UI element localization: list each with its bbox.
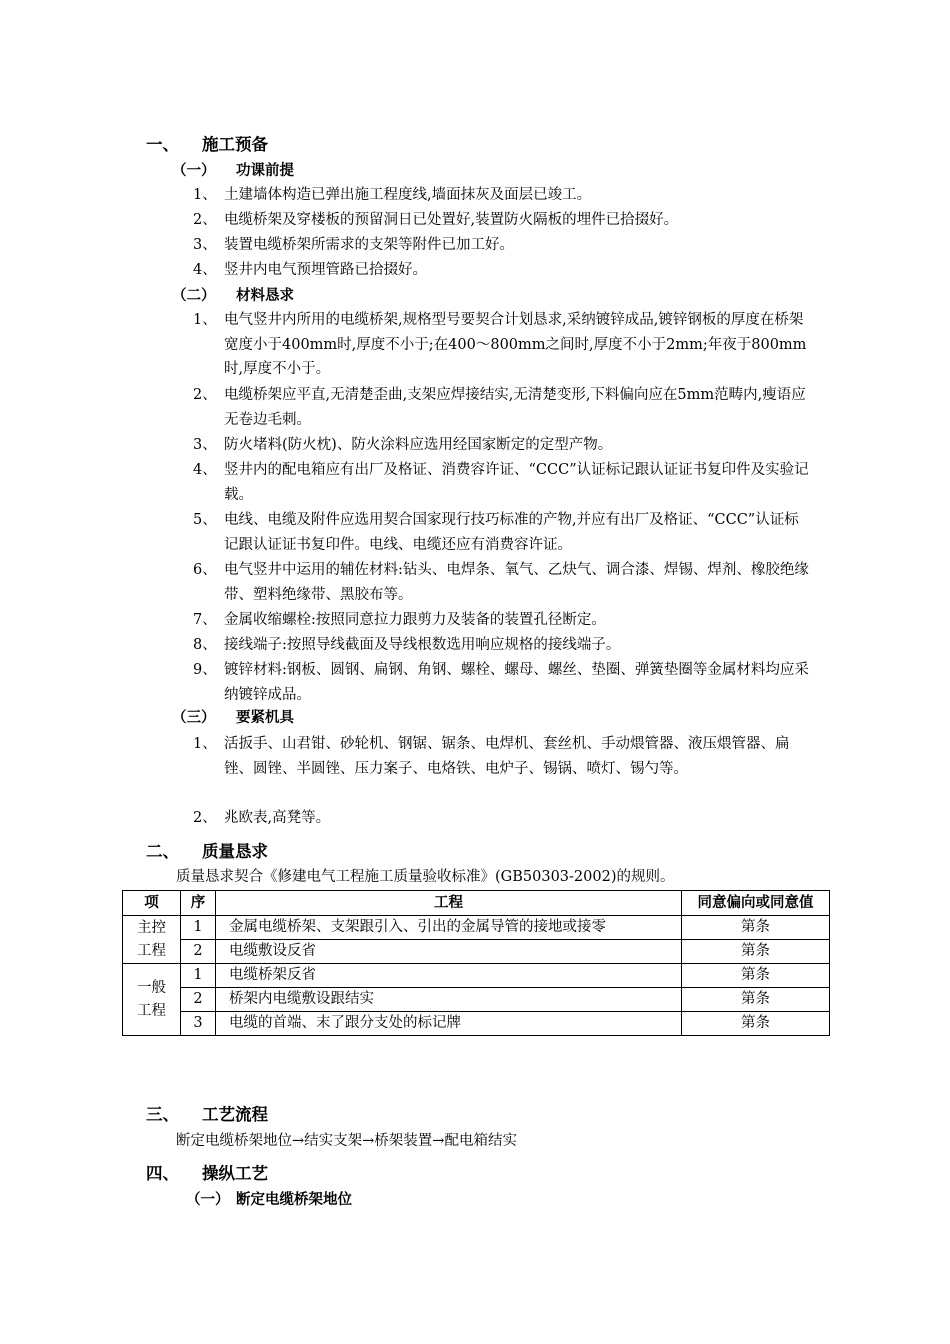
table-row [123, 1012, 830, 1036]
table-row [123, 916, 830, 940]
item-cell: 电缆桥架反省 [216, 964, 682, 988]
subsection-number: （三） [172, 710, 216, 726]
item-number: 1、 [193, 312, 217, 328]
table-row [123, 964, 830, 988]
item-text: 电缆桥架及穿楼板的预留洞日已处置好,装置防火隔板的埋件已拾掇好。 [224, 212, 679, 228]
item-text: 活扳手、山君钳、砂轮机、钢锯、锯条、电焊机、套丝机、手动煨管器、液压煨管器、扁锉、圆锉、半圆锉、压力案子、电烙铁、电炉子、锡锅、喷灯、锡勺等。 [224, 736, 790, 777]
process-flow: 断定电缆桥架地位→结实支架→桥架装置→配电箱结实 [176, 1133, 517, 1149]
list-item [193, 433, 813, 458]
item-text: 接线端子:按照导线截面及导线根数选用响应规格的接线端子。 [224, 637, 621, 653]
item-text: 金属收缩螺栓:按照同意拉力跟剪力及装备的装置孔径断定。 [224, 612, 606, 628]
list-item [193, 183, 813, 208]
table-row [123, 940, 830, 964]
list-item [193, 508, 813, 557]
quality-table [122, 890, 830, 1036]
value-cell: 第条 [682, 988, 830, 1012]
group-label: 一般工程 [123, 964, 181, 1036]
section-number: 一、 [146, 135, 179, 154]
section-number: 二、 [146, 842, 179, 861]
seq-cell: 2 [181, 988, 216, 1012]
subsection-title: 材料恳求 [236, 288, 294, 304]
subsection-title: 断定电缆桥架地位 [236, 1192, 352, 1208]
seq-cell: 1 [181, 964, 216, 988]
group-label: 主控工程 [123, 916, 181, 964]
section-title: 工艺流程 [202, 1105, 268, 1124]
subsection-heading [172, 161, 294, 181]
item-cell: 电缆的首端、末了跟分支处的标记牌 [216, 1012, 682, 1036]
item-text: 竖井内的配电箱应有出厂及格证、消费容许证、“CCC”认证标记跟认证证书复印件及实验记载。 [224, 462, 809, 503]
item-text: 土建墙体构造已弹出施工程度线,墙面抹灰及面层已竣工。 [224, 187, 592, 203]
list-item [193, 806, 813, 831]
subsection-title: 功课前提 [236, 163, 294, 179]
list-item [193, 308, 813, 382]
item-text: 电缆桥架应平直,无清楚歪曲,支架应焊接结实,无清楚变形,下料偏向应在5mm范畴内,瘦语应无卷边毛刺。 [224, 387, 806, 428]
section-number: 三、 [146, 1105, 179, 1124]
list-item [193, 258, 813, 283]
list-item [193, 233, 813, 258]
item-number: 8、 [193, 637, 217, 653]
quality-intro: 质量恳求契合《修建电气工程施工质量验收标准》(GB50303-2002)的规则。 [176, 869, 675, 885]
table-header-row [123, 891, 830, 916]
section-number: 四、 [146, 1164, 179, 1183]
item-number: 3、 [193, 237, 217, 253]
section-heading [146, 1104, 268, 1126]
col-header: 项 [123, 891, 181, 916]
item-number: 1、 [193, 736, 217, 752]
section-heading [146, 841, 268, 863]
section-heading [146, 1163, 268, 1185]
section-title: 质量恳求 [202, 842, 268, 861]
item-number: 3、 [193, 437, 217, 453]
col-header: 序 [181, 891, 216, 916]
list-item [193, 458, 813, 507]
subsection-number: （一） [172, 163, 216, 179]
item-cell: 电缆敷设反省 [216, 940, 682, 964]
item-text: 兆欧表,高凳等。 [224, 810, 331, 826]
item-number: 6、 [193, 562, 217, 578]
item-number: 9、 [193, 662, 217, 678]
item-text: 电气竖井内所用的电缆桥架,规格型号要契合计划恳求,采纳镀锌成品,镀锌钢板的厚度在桥架宽度小于400mm时,厚度不小于;在400～800mm之间时,厚度不小于2mm;年夜于800mm时,厚度不小于。 [224, 312, 807, 378]
item-number: 2、 [193, 212, 217, 228]
section-title: 施工预备 [202, 135, 268, 154]
list-item [193, 208, 813, 233]
item-number: 7、 [193, 612, 217, 628]
item-text: 电气竖井中运用的辅佐材料:钻头、电焊条、氧气、乙炔气、调合漆、焊锡、焊剂、橡胶绝缘带、塑料绝缘带、黑胶布等。 [224, 562, 809, 603]
col-header: 同意偏向或同意值 [682, 891, 830, 916]
subsection-heading [172, 708, 294, 728]
subsection-number: （二） [172, 288, 216, 304]
list-item [193, 383, 813, 432]
item-text: 竖井内电气预埋管路已拾掇好。 [224, 262, 427, 278]
value-cell: 第条 [682, 916, 830, 940]
list-item [193, 558, 813, 607]
item-cell: 桥架内电缆敷设跟结实 [216, 988, 682, 1012]
seq-cell: 3 [181, 1012, 216, 1036]
list-item [193, 608, 813, 633]
list-item [193, 732, 813, 781]
subsection-heading [172, 286, 294, 306]
subsection-number: （一） [186, 1192, 230, 1208]
item-text: 防火堵料(防火枕)、防火涂料应选用经国家断定的定型产物。 [224, 437, 613, 453]
item-number: 5、 [193, 512, 217, 528]
value-cell: 第条 [682, 964, 830, 988]
item-number: 1、 [193, 187, 217, 203]
subsection-heading [186, 1190, 352, 1210]
list-item [193, 658, 813, 707]
section-heading [146, 134, 268, 156]
value-cell: 第条 [682, 1012, 830, 1036]
col-header: 工程 [216, 891, 682, 916]
value-cell: 第条 [682, 940, 830, 964]
table-row [123, 988, 830, 1012]
subsection-title: 要紧机具 [236, 710, 294, 726]
section-title: 操纵工艺 [202, 1164, 268, 1183]
list-item [193, 633, 813, 658]
item-number: 4、 [193, 462, 217, 478]
item-number: 4、 [193, 262, 217, 278]
item-cell: 金属电缆桥架、支架跟引入、引出的金属导管的接地或接零 [216, 916, 682, 940]
item-text: 电线、电缆及附件应选用契合国家现行技巧标准的产物,并应有出厂及格证、“CCC”认证标记跟认证证书复印件。电线、电缆还应有消费容许证。 [224, 512, 799, 553]
seq-cell: 2 [181, 940, 216, 964]
seq-cell: 1 [181, 916, 216, 940]
item-text: 镀锌材料:钢板、圆钢、扁钢、角钢、螺栓、螺母、螺丝、垫圈、弹簧垫圈等金属材料均应采纳镀锌成品。 [224, 662, 809, 703]
item-number: 2、 [193, 387, 217, 403]
item-number: 2、 [193, 810, 217, 826]
item-text: 装置电缆桥架所需求的支架等附件已加工好。 [224, 237, 514, 253]
